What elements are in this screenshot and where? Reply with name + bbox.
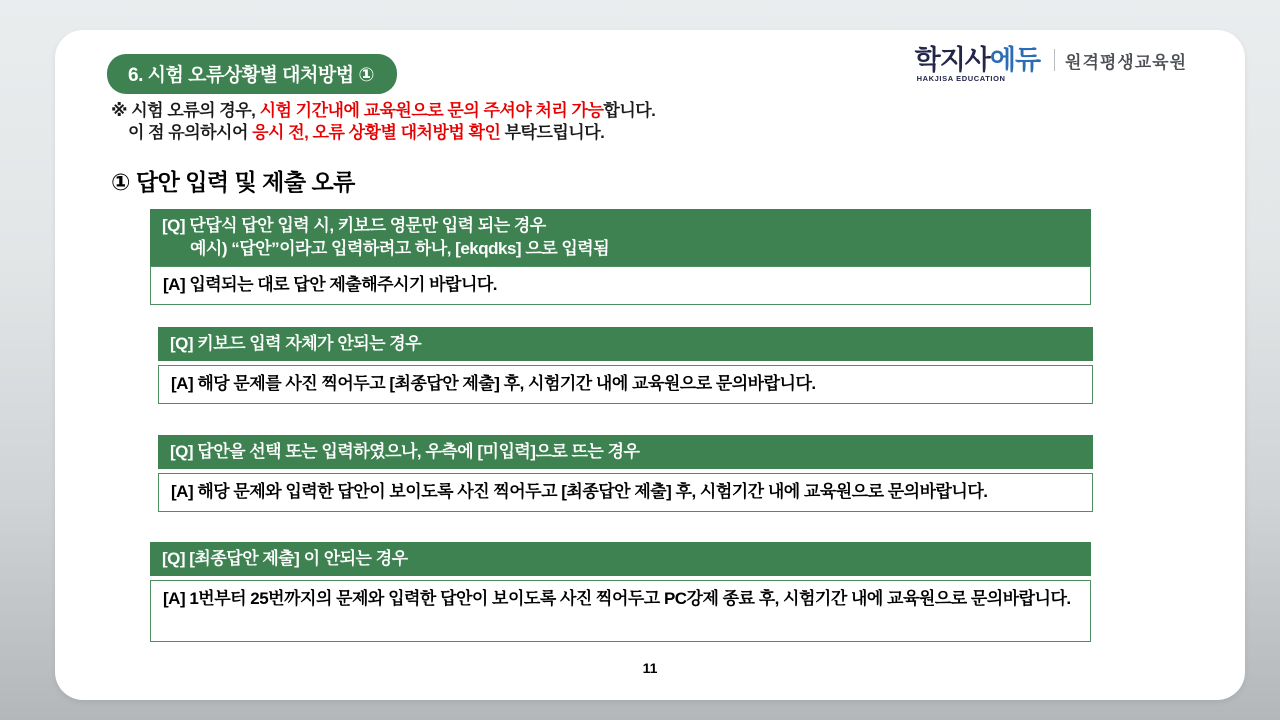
notice-line1-prefix: ※ 시험 오류의 경우,	[111, 101, 260, 120]
answer-body: [A] 입력되는 대로 답안 제출해주시기 바랍니다.	[150, 266, 1091, 305]
notice-line2-suffix: 부탁드립니다.	[500, 123, 605, 142]
notice-line2-prefix: 이 점 유의하시어	[128, 123, 253, 142]
qa-box-not-entered	[158, 435, 1093, 512]
notice-text	[111, 100, 655, 144]
notice-line1-highlight: 시험 기간내에 교육원으로 문의 주셔야 처리 가능	[259, 101, 604, 120]
answer-body: [A] 해당 문제와 입력한 답안이 보이도록 사진 찍어두고 [최종답안 제출] 후, 시험기간 내에 교육원으로 문의바랍니다.	[158, 473, 1093, 512]
section-heading: ① 답안 입력 및 제출 오류	[111, 169, 355, 195]
logo-brand-primary: 학지사	[914, 44, 990, 75]
question-header: [Q] 키보드 입력 자체가 안되는 경우	[158, 327, 1093, 361]
page-number: 11	[642, 660, 658, 676]
question-header: [Q] 답안을 선택 또는 입력하였으나, 우측에 [미입력]으로 뜨는 경우	[158, 435, 1093, 469]
logo-wordmark	[914, 44, 1041, 83]
notice-line-2	[111, 122, 655, 144]
question-header	[150, 209, 1091, 266]
hakjisa-edu-logo	[915, 38, 1187, 82]
notice-line1-suffix: 합니다.	[603, 101, 656, 120]
question-header: [Q] [최종답안 제출] 이 안되는 경우	[150, 542, 1091, 576]
question-line-1: [Q] 단답식 답안 입력 시, 키보드 영문만 입력 되는 경우	[162, 216, 546, 235]
notice-line2-highlight: 응시 전, 오류 상황별 대처방법 확인	[252, 123, 501, 142]
qa-box-keyboard-english	[150, 209, 1091, 305]
slide-card	[55, 30, 1245, 700]
logo-subtitle: HAKJISA EDUCATION	[916, 74, 1006, 83]
logo-divider	[1054, 49, 1055, 71]
question-line-2: 예시) “답안”이라고 입력하려고 하나, [ekqdks] 으로 입력됨	[190, 239, 610, 258]
answer-body: [A] 해당 문제를 사진 찍어두고 [최종답안 제출] 후, 시험기간 내에 교육원으로 문의바랍니다.	[158, 365, 1093, 404]
logo-brand-secondary: 에듀	[989, 44, 1041, 75]
logo-org-name: 원격평생교육원	[1065, 52, 1187, 72]
slide-title-badge: 6. 시험 오류상황별 대처방법 ①	[107, 54, 397, 94]
qa-box-keyboard-broken	[158, 327, 1093, 404]
qa-box-submit-fail	[150, 542, 1091, 642]
answer-body: [A] 1번부터 25번까지의 문제와 입력한 답안이 보이도록 사진 찍어두고 PC강제 종료 후, 시험기간 내에 교육원으로 문의바랍니다.	[150, 580, 1091, 642]
notice-line-1	[111, 100, 655, 122]
